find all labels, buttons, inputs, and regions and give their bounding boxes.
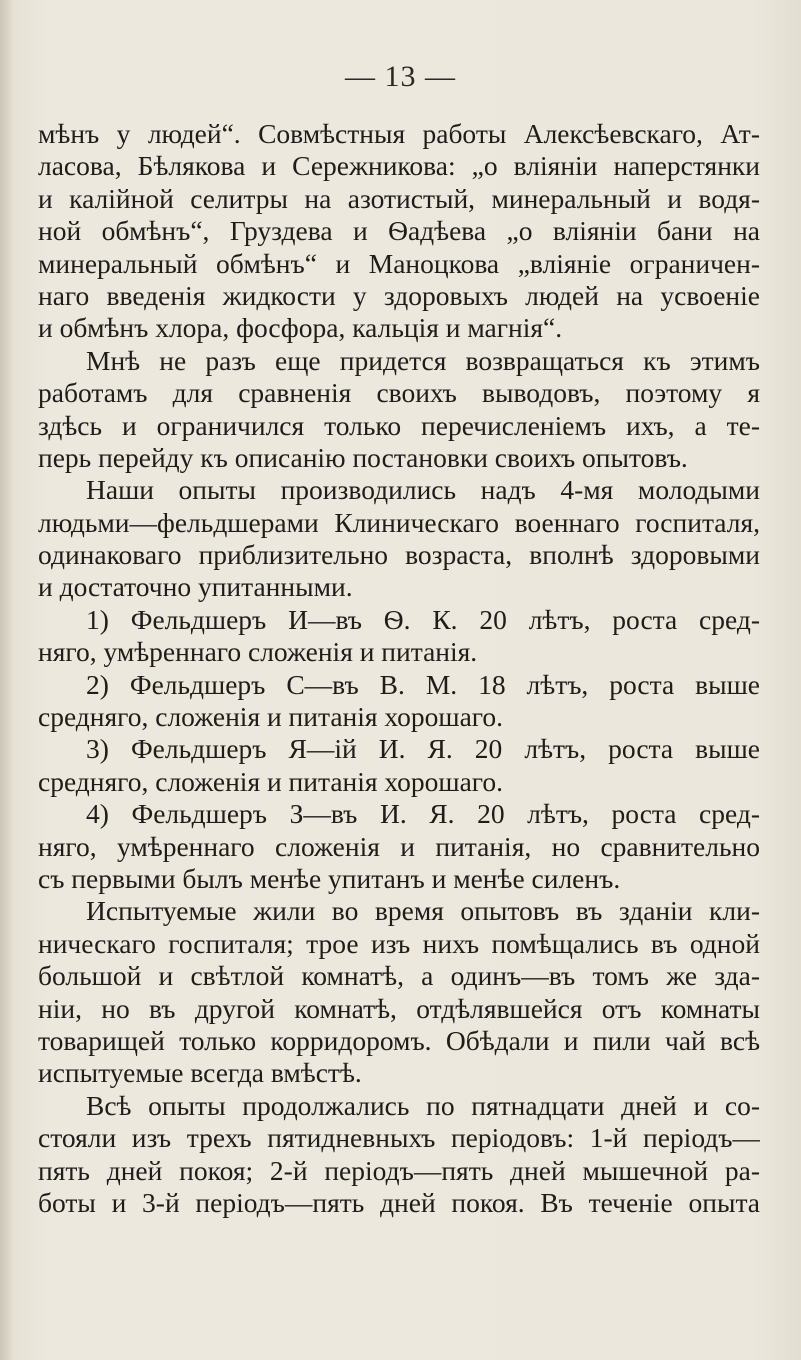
page-edge-shadow [0, 0, 14, 1360]
text-line: Наши опыты производились надъ 4-мя молодыми [86, 474, 760, 506]
text-line: ніи, но въ другой комнатѣ, отдѣлявшейся отъ комнаты [38, 992, 760, 1024]
text-line: здѣсь и ограничился только перечисленіемъ ихъ, а те- [38, 409, 760, 441]
text-line: 1) Фельдшеръ И—въ Ѳ. К. 20 лѣтъ, роста сред- [86, 603, 760, 635]
text-line: Мнѣ не разъ еще придется возвращаться къ этимъ [86, 344, 760, 376]
text-line: няго, умѣреннаго сложенія и питанія, но сравнительно [38, 830, 760, 862]
text-line: 4) Фельдшеръ З—въ И. Я. 20 лѣтъ, роста сред- [86, 798, 760, 830]
text-line: работамъ для сравненія своихъ выводовъ, поэтому я [38, 377, 760, 409]
text-line: перь перейду къ описанію постановки своихъ опытовъ. [38, 441, 688, 473]
text-line: наго введенія жидкости у здоровыхъ людей на усвоеніе [38, 279, 760, 311]
text-line: боты и 3-й періодъ—пять дней покоя. Въ теченіе опыта [38, 1186, 760, 1218]
text-line: Всѣ опыты продолжались по пятнадцати дней и со- [86, 1089, 760, 1121]
text-line: съ первыми былъ менѣе упитанъ и менѣе силенъ. [38, 862, 621, 894]
text-line: и калійной селитры на азотистый, минеральный и водя- [38, 182, 760, 214]
page-number: — 13 — [345, 60, 456, 93]
text-line: ной обмѣнъ“, Груздева и Ѳадѣева „о вліяніи бани на [38, 215, 760, 247]
text-line: людьми—фельдшерами Клиническаго военнаго госпиталя, [38, 506, 760, 538]
text-line: товарищей только корридоромъ. Обѣдали и пили чай всѣ [38, 1024, 760, 1056]
text-line: Испытуемые жили во время опытовъ въ зданіи кли- [86, 895, 760, 927]
text-line: и обмѣнъ хлора, фосфора, кальція и магнія“. [38, 312, 563, 344]
text-line: мѣнъ у людей“. Совмѣстныя работы Алексѣевскаго, Ат- [38, 118, 760, 149]
text-line: ласова, Бѣлякова и Сережникова: „о вліяніи наперстянки [38, 150, 760, 182]
text-line: ническаго госпиталя; трое изъ нихъ помѣщались въ одной [38, 927, 760, 959]
text-line: и достаточно упитанными. [38, 571, 353, 603]
text-line: минеральный обмѣнъ“ и Маноцкова „вліяніе ограничен- [38, 247, 760, 279]
text-line: няго, умѣреннаго сложенія и питанія. [38, 636, 478, 668]
text-line: большой и свѣтлой комнатѣ, а одинъ—въ томъ же зда- [38, 960, 760, 992]
text-line: испытуемые всегда вмѣстѣ. [38, 1057, 362, 1089]
text-line: 2) Фельдшеръ С—въ В. М. 18 лѣтъ, роста выше [86, 668, 760, 700]
text-line: средняго, сложенія и питанія хорошаго. [38, 701, 503, 733]
text-line: стояли изъ трехъ пятидневныхъ періодовъ: 1-й періодъ— [38, 1122, 760, 1154]
body-text [38, 118, 760, 1219]
text-line: пять дней покоя; 2-й періодъ—пять дней мышечной ра- [38, 1154, 760, 1186]
text-line: одинаковаго приблизительно возраста, вполнѣ здоровыми [38, 539, 760, 571]
text-line: 3) Фельдшеръ Я—ій И. Я. 20 лѣтъ, роста выше [86, 733, 760, 765]
text-line: средняго, сложенія и питанія хорошаго. [38, 765, 503, 797]
